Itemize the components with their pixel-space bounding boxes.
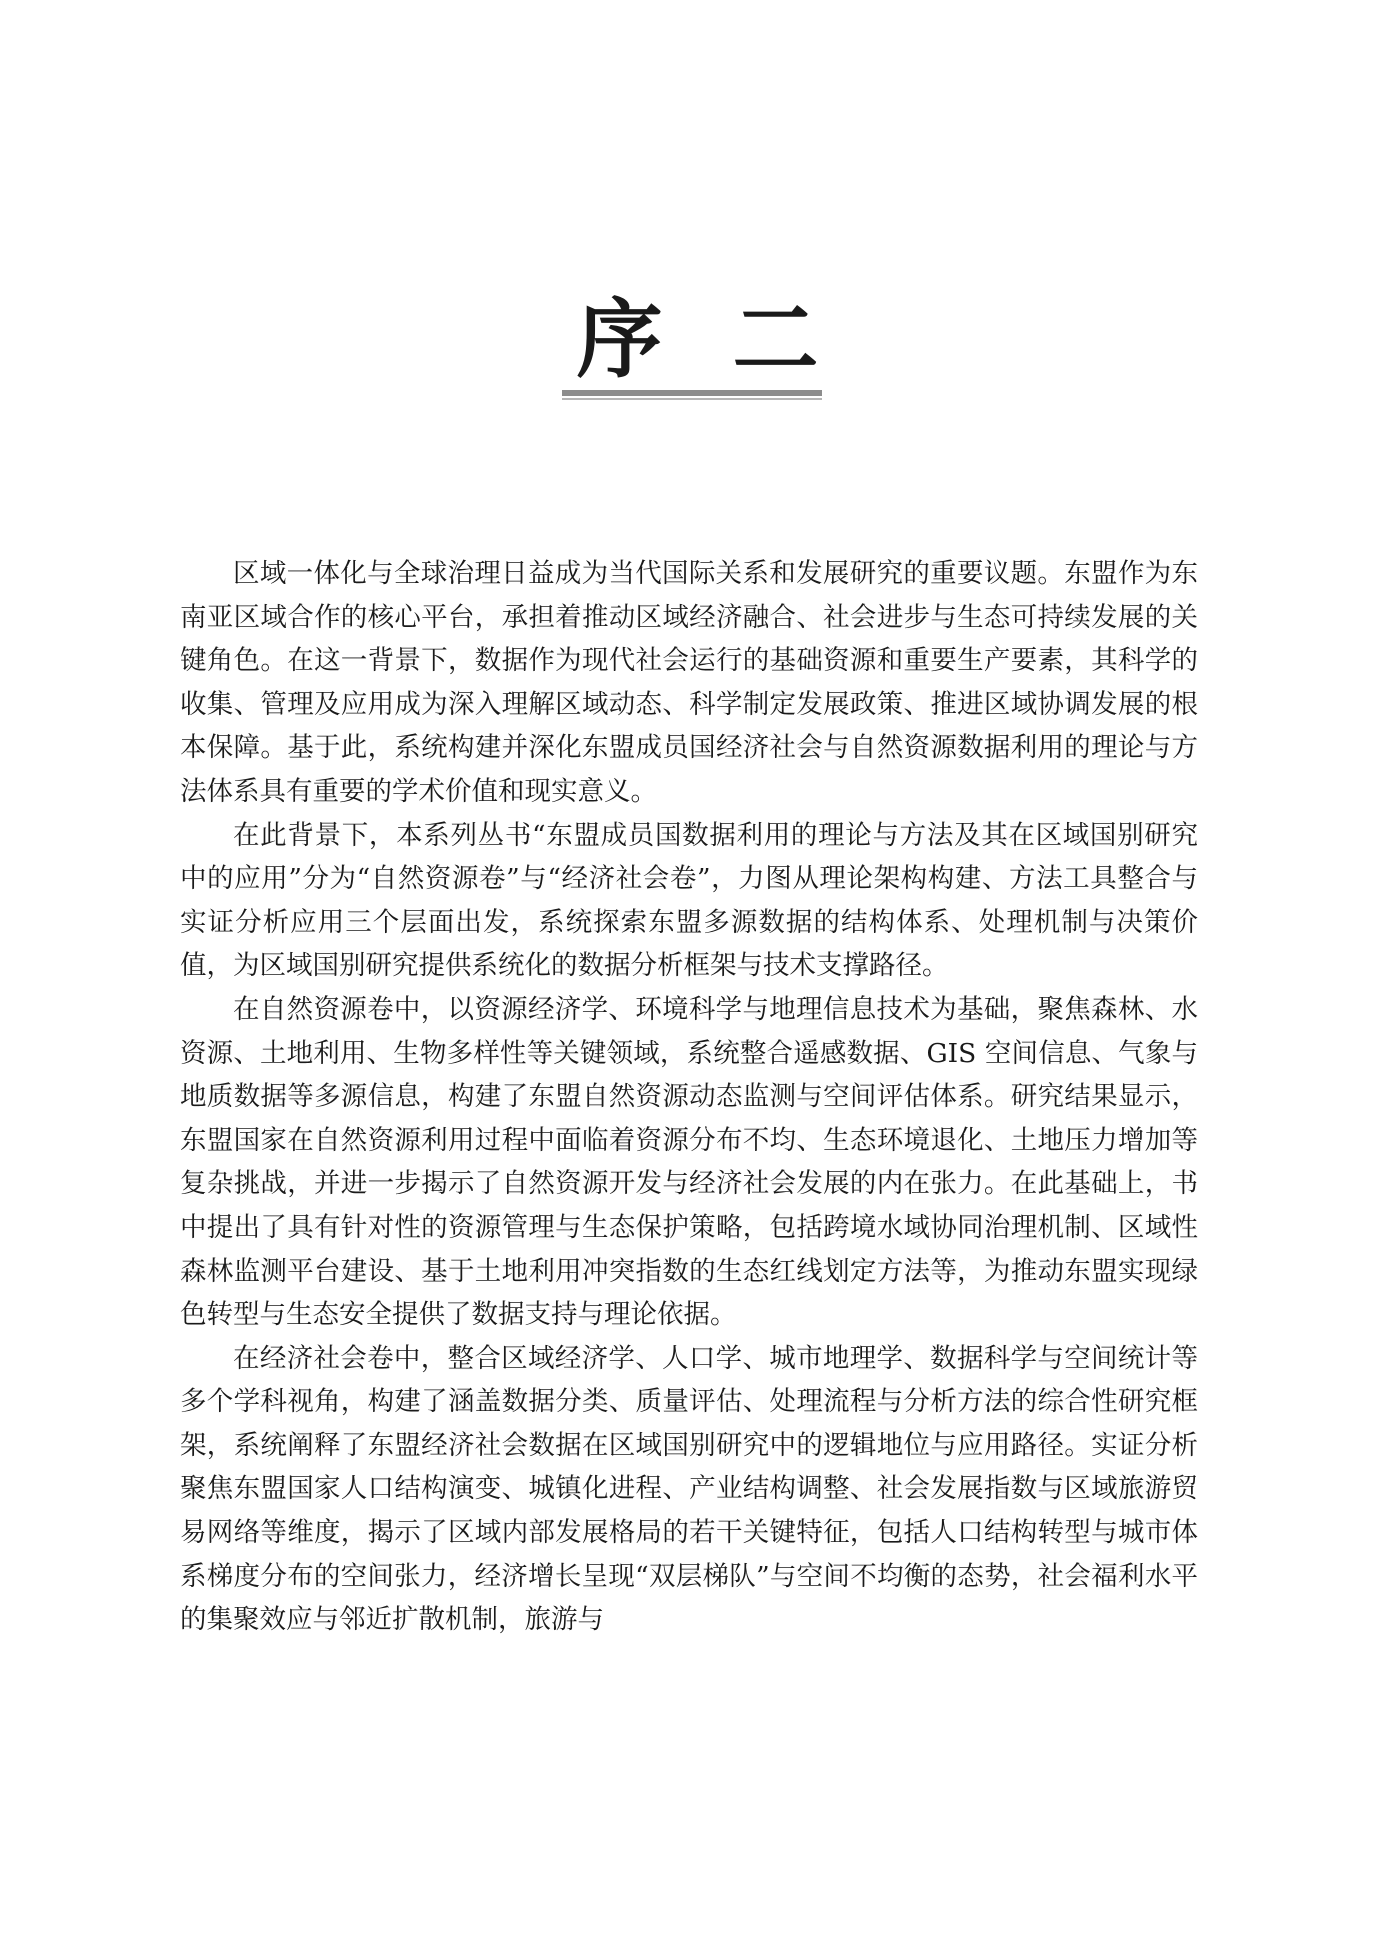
title-underline-thin bbox=[562, 398, 822, 400]
paragraph-3: 在自然资源卷中，以资源经济学、环境科学与地理信息技术为基础，聚焦森林、水资源、土地利用、生物多样性等关键领域，系统整合遥感数据、GIS 空间信息、气象与地质数据等多源信息，构建了东盟自然资源动态监测与空间评估体系。研究结果显示，东盟国家在自然资源利用过程中面临着资源分布不均、生态环境退化、土地压力增加等复杂挑战，并进一步揭示了自然资源开发与经济社会发展的内在张力。在此基础上，书中提出了具有针对性的资源管理与生态保护策略，包括跨境水域协同治理机制、区域性森林监测平台建设、基于土地利用冲突指数的生态红线划定方法等，为推动东盟实现绿色转型与生态安全提供了数据支持与理论依据。 bbox=[180, 993, 1198, 1331]
title-underline-thick bbox=[562, 390, 822, 396]
paragraph-4: 在经济社会卷中，整合区域经济学、人口学、城市地理学、数据科学与空间统计等多个学科视角，构建了涵盖数据分类、质量评估、处理流程与分析方法的综合性研究框架，系统阐释了东盟经济社会数据在区域国别研究中的逻辑地位与应用路径。实证分析聚焦东盟国家人口结构演变、城镇化进程、产业结构调整、社会发展指数与区域旅游贸易网络等维度，揭示了区域内部发展格局的若干关键特征，包括人口结构转型与城市体系梯度分布的空间张力，经济增长呈现“双层梯队”与空间不均衡的态势，社会福利水平的集聚效应与邻近扩散机制，旅游与 bbox=[180, 1342, 1198, 1636]
body-text bbox=[180, 552, 1198, 1642]
chapter-heading bbox=[0, 290, 1385, 390]
chapter-title-char-2: 二 bbox=[732, 289, 819, 390]
chapter-title-char-1: 序 bbox=[576, 289, 663, 390]
paragraph-2: 在此背景下，本系列丛书“东盟成员国数据利用的理论与方法及其在区域国别研究中的应用”分为“自然资源卷”与“经济社会卷”，力图从理论架构构建、方法工具整合与实证分析应用三个层面出发，系统探索东盟多源数据的结构体系、处理机制与决策价值，为区域国别研究提供系统化的数据分析框架与技术支撑路径。 bbox=[180, 819, 1198, 982]
chapter-title bbox=[567, 290, 819, 390]
paragraph-1: 区域一体化与全球治理日益成为当代国际关系和发展研究的重要议题。东盟作为东南亚区域合作的核心平台，承担着推动区域经济融合、社会进步与生态可持续发展的关键角色。在这一背景下，数据作为现代社会运行的基础资源和重要生产要素，其科学的收集、管理及应用成为深入理解区域动态、科学制定发展政策、推进区域协调发展的根本保障。基于此，系统构建并深化东盟成员国经济社会与自然资源数据利用的理论与方法体系具有重要的学术价值和现实意义。 bbox=[180, 558, 1198, 807]
